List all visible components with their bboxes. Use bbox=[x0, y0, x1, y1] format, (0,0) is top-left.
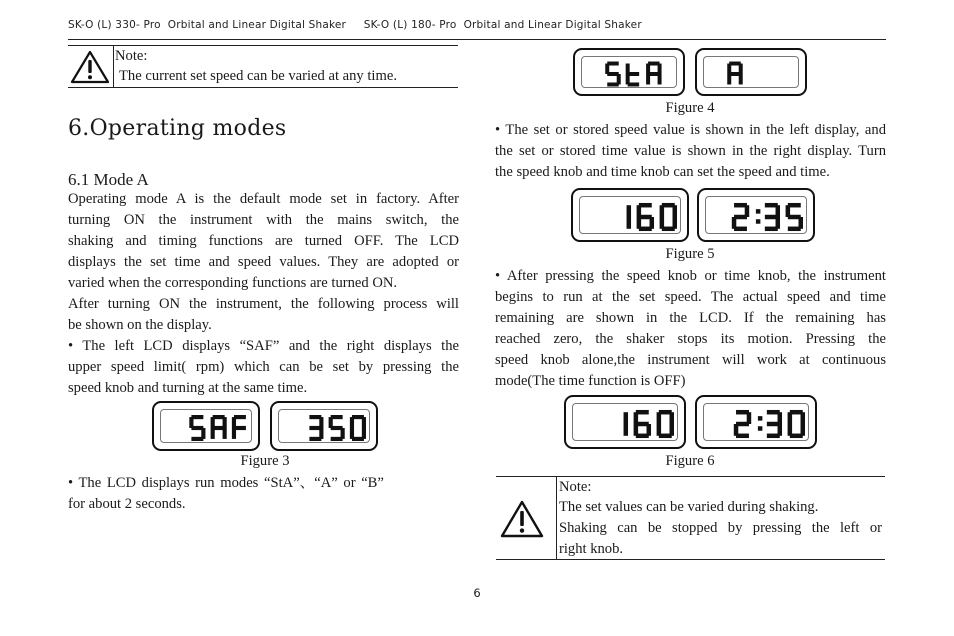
text-line: mode(The time function is OFF) bbox=[495, 373, 686, 389]
lcd-digit bbox=[660, 203, 677, 231]
text-line: • After pressing the speed knob or time knob, the instrument bbox=[495, 268, 886, 284]
page-number: 6 bbox=[473, 586, 481, 600]
stored-values-bullet bbox=[495, 120, 886, 183]
mode-a-description bbox=[68, 189, 459, 399]
lcd-left-fig5 bbox=[571, 188, 689, 242]
lcd-digit bbox=[211, 415, 227, 439]
note-bottom-line: right knob. bbox=[559, 541, 624, 557]
lcd-right-fig5 bbox=[697, 188, 815, 242]
text-line: upper speed limit( rpm) which can be set by pressing the bbox=[68, 359, 459, 375]
lcd-digit bbox=[626, 64, 639, 87]
lcd-digit bbox=[189, 415, 205, 441]
lcd-digit bbox=[767, 410, 782, 438]
text-line: speed knob and turning at the same time. bbox=[68, 380, 308, 396]
lcd-digit bbox=[232, 415, 246, 439]
text-line: speed knob alone,the instrument will work at continuous bbox=[495, 352, 886, 368]
text-line: varied when the corresponding functions are turned ON. bbox=[68, 275, 398, 291]
text-line: be shown on the display. bbox=[68, 317, 212, 333]
text-line: shaking and timing functions are turned OFF. The LCD bbox=[68, 233, 459, 249]
text-line: • The set or stored speed value is shown in the left display, and bbox=[495, 122, 886, 138]
text-line: turning ON the instrument with the mains switch, the bbox=[68, 212, 459, 228]
text-line: • The left LCD displays “SAF” and the right displays the bbox=[68, 338, 459, 354]
lcd-digit bbox=[765, 203, 780, 231]
note-top bbox=[68, 45, 458, 88]
lcd-digit bbox=[309, 415, 323, 441]
subsection-title: 6.1 Mode A bbox=[68, 170, 149, 189]
lcd-digit bbox=[732, 203, 749, 231]
lcd-right-fig3 bbox=[270, 401, 378, 451]
lcd-right-fig6 bbox=[695, 395, 817, 449]
lcd-digit bbox=[329, 415, 345, 441]
running-header: SK-O (L) 330- Pro Orbital and Linear Digital Shaker SK-O (L) 180- Pro Orbital and Linear Digital Shaker bbox=[68, 19, 642, 31]
note-bottom-title: Note: bbox=[559, 479, 592, 495]
text-line: for about 2 seconds. bbox=[68, 496, 186, 512]
lcd-digit bbox=[646, 62, 661, 85]
lcd-digit bbox=[734, 410, 751, 438]
run-modes-bullet bbox=[68, 473, 459, 515]
lcd-digit bbox=[637, 203, 654, 231]
lcd-digit bbox=[786, 203, 803, 231]
warning-triangle-icon bbox=[70, 50, 110, 84]
figure-5-caption: Figure 5 bbox=[665, 246, 715, 262]
note-bottom-line: The set values can be varied during shaking. bbox=[559, 499, 819, 515]
lcd-left-fig3 bbox=[152, 401, 260, 451]
text-line: • The LCD displays run modes “StA”、“A” or “B” bbox=[68, 475, 384, 491]
text-line: Operating mode A is the default mode set in factory. After bbox=[68, 191, 459, 207]
text-line: After turning ON the instrument, the following process will bbox=[68, 296, 459, 312]
lcd-digit bbox=[657, 410, 674, 438]
warning-triangle-icon bbox=[500, 500, 544, 538]
lcd-right-fig4 bbox=[695, 48, 807, 96]
text-line: remaining are shown in the LCD. If the remaining has bbox=[495, 310, 886, 326]
lcd-digit bbox=[624, 412, 628, 436]
text-line: displays the set time and speed values. They are adopted or bbox=[68, 254, 459, 270]
lcd-digit bbox=[627, 205, 631, 229]
figure-3-caption: Figure 3 bbox=[240, 453, 290, 469]
header-rule bbox=[68, 39, 886, 40]
text-line: the speed knob and time knob can set the speed and time. bbox=[495, 164, 830, 180]
lcd-digit bbox=[788, 410, 805, 438]
run-description-bullet bbox=[495, 266, 886, 392]
section-title: 6.Operating modes bbox=[68, 116, 287, 141]
note-bottom-line: Shaking can be stopped by pressing the left or bbox=[559, 520, 882, 536]
note-bottom bbox=[496, 476, 885, 560]
figure-4-caption: Figure 4 bbox=[665, 100, 715, 116]
lcd-left-fig6 bbox=[564, 395, 686, 449]
note-top-text: The current set speed can be varied at any time. bbox=[119, 68, 397, 84]
lcd-digit bbox=[634, 410, 651, 438]
text-line: reached zero, the shaker stops its motion. Pressing the bbox=[495, 331, 886, 347]
lcd-digit bbox=[727, 62, 742, 85]
figure-6-caption: Figure 6 bbox=[665, 453, 715, 469]
lcd-colon bbox=[756, 209, 760, 224]
lcd-left-fig4 bbox=[573, 48, 685, 96]
note-top-title: Note: bbox=[115, 48, 148, 64]
text-line: the set or stored time value is shown in the right display. Turn bbox=[495, 143, 886, 159]
lcd-digit bbox=[350, 415, 366, 441]
text-line: begins to run at the set speed. The actual speed and time bbox=[495, 289, 886, 305]
lcd-digit bbox=[605, 62, 620, 87]
lcd-colon bbox=[758, 416, 762, 431]
